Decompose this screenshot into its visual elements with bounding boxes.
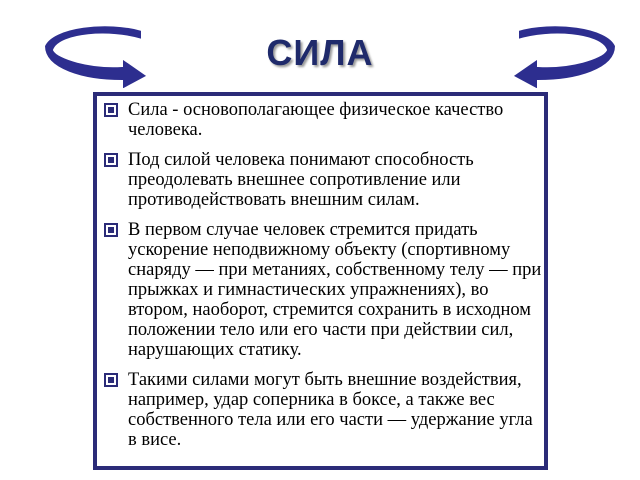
square-bullet-icon	[104, 373, 118, 387]
bullet-text: Сила - основополагающее физическое качество человека.	[128, 100, 504, 140]
slide-title: СИЛА	[266, 32, 374, 73]
list-item	[104, 150, 544, 210]
bullet-text: Под силой человека понимают способность преодолевать внешнее сопротивление или противодействовать внешним силам.	[128, 150, 474, 210]
list-item	[104, 100, 544, 140]
list-item	[104, 370, 544, 450]
bullet-text: В первом случае человек стремится придать ускорение неподвижному объекту (спортивному снаряду — при метаниях, собственному телу — при прыжках и гимнастических упражнениях), во втором, наоборот, стремится сохранить в исходном положении тело или его части при действии сил, нарушающих статику.	[128, 220, 542, 360]
list-item	[104, 220, 544, 360]
bullet-text: Такими силами могут быть внешние воздействия, например, удар соперника в боксе, а также вес собственного тела или его части — удержание угла в висе.	[128, 370, 533, 450]
square-bullet-icon	[104, 153, 118, 167]
square-bullet-icon	[104, 223, 118, 237]
square-bullet-icon	[104, 103, 118, 117]
bullet-list	[104, 100, 544, 460]
